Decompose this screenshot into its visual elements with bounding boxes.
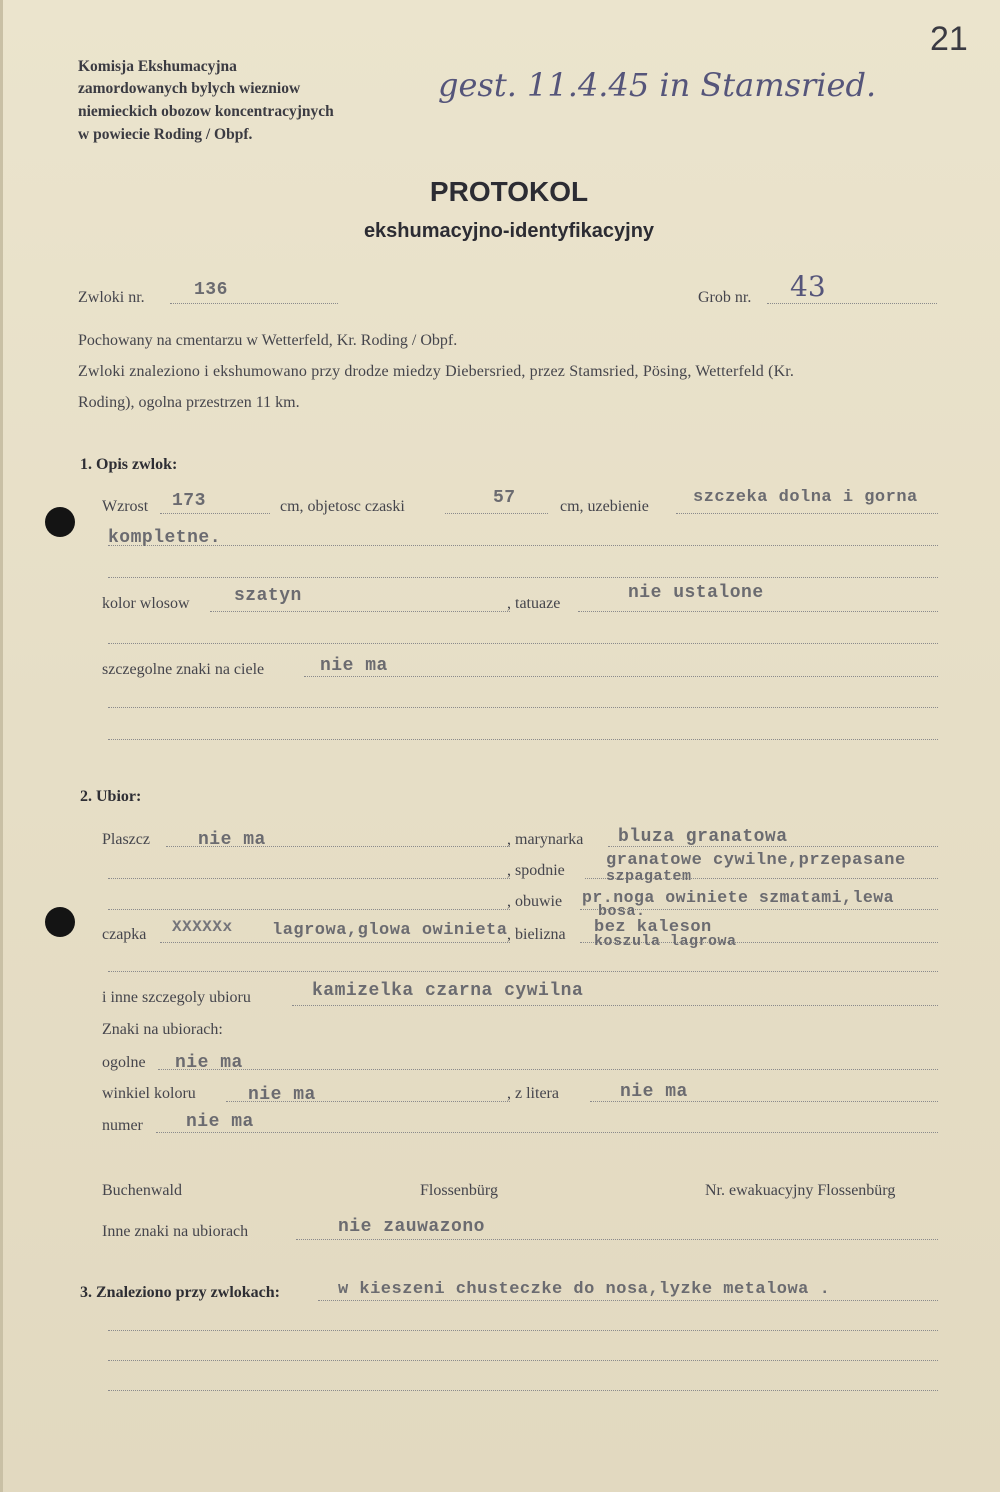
numer-value: nie ma <box>186 1112 254 1132</box>
ogolne-label: ogolne <box>102 1054 146 1071</box>
document-title: PROTOKOL <box>429 176 589 207</box>
czapka-value: lagrowa,glowa owinieta <box>272 921 508 940</box>
tatuaze-label: , tatuaze <box>507 595 561 612</box>
obuwie-value: pr.noga owiniete szmatami,lewa <box>582 888 895 907</box>
punch-hole-bottom <box>45 907 75 937</box>
intro-line-1: Pochowany na cmentarzu w Wetterfeld, Kr. Roding / Obpf. <box>78 332 458 349</box>
winkiel-value: nie ma <box>248 1085 316 1105</box>
uzebienie-label: cm, uzebienie <box>560 498 649 515</box>
section3-blank-line-2 <box>108 1360 938 1361</box>
wlosy-value: szatyn <box>234 586 302 606</box>
wlosy-dotline <box>210 611 510 612</box>
grob-label: Grob nr. <box>698 289 752 306</box>
commission-line-1: Komisja Ekshumacyjna <box>78 58 237 75</box>
marynarka-label: , marynarka <box>507 831 584 848</box>
commission-line-2: zamordowanych bylych wiezniow <box>78 80 301 97</box>
winkiel-label: winkiel koloru <box>102 1085 196 1102</box>
buchenwald-label: Buchenwald <box>102 1182 182 1199</box>
section3-heading: 3. Znaleziono przy zwlokach: <box>80 1284 280 1301</box>
spodnie-continued: szpagatem <box>606 868 692 885</box>
spodnie-value: granatowe cywilne,przepasane <box>606 851 906 870</box>
section3-blank-line-1 <box>108 1330 938 1331</box>
bielizna-continued: koszula lagrowa <box>594 933 737 950</box>
wlosy-label: kolor wlosow <box>102 595 190 612</box>
punch-hole-top <box>45 507 75 537</box>
ogolne-dotline <box>158 1069 938 1070</box>
obuwie-left-dotline <box>108 909 510 910</box>
numer-label: numer <box>102 1117 143 1134</box>
section1-blank-line-1 <box>108 577 938 578</box>
flossenburg-label: Flossenbürg <box>420 1182 498 1199</box>
section2-heading: 2. Ubior: <box>80 788 142 805</box>
znaki-ubior-heading: Znaki na ubiorach: <box>102 1021 223 1038</box>
marynarka-value: bluza granatowa <box>618 827 788 847</box>
commission-line-3: niemieckich obozow koncentracyjnych <box>78 103 334 120</box>
znaki-label: szczegolne znaki na ciele <box>102 661 265 678</box>
wzrost-value: 173 <box>172 491 206 511</box>
uzebienie-dotline-2 <box>108 545 938 546</box>
intro-line-2: Zwloki znaleziono i ekshumowano przy drodze miedzy Diebersried, przez Stamsried, Pösing, Wetterfeld (Kr. <box>78 363 795 380</box>
spodnie-left-dotline <box>108 878 510 879</box>
wzrost-label: Wzrost <box>102 498 149 515</box>
znaki-dotline <box>304 676 938 677</box>
uzebienie-continued: kompletne. <box>108 528 222 548</box>
inne-szczegoly-label: i inne szczegoly ubioru <box>102 989 251 1006</box>
czapka-label: czapka <box>102 926 147 943</box>
zwloki-dotline <box>170 303 338 304</box>
uzebienie-dotline <box>676 513 938 514</box>
section1-blank-line-4 <box>108 739 938 740</box>
inne-szczegoly-dotline <box>292 1005 938 1006</box>
czapka-dotline <box>160 942 510 943</box>
inne-znaki-label: Inne znaki na ubiorach <box>102 1223 249 1240</box>
tatuaze-dotline <box>578 611 938 612</box>
section3-value: w kieszeni chusteczke do nosa,lyzke metalowa . <box>338 1280 831 1299</box>
bielizna-label: , bielizna <box>507 926 566 943</box>
ogolne-value: nie ma <box>175 1053 243 1073</box>
obuwie-label: , obuwie <box>507 893 563 910</box>
czaszka-value: 57 <box>493 488 516 508</box>
section1-heading: 1. Opis zwlok: <box>80 456 178 473</box>
czapka-struck-text: XXXXXx <box>172 918 233 936</box>
znaki-value: nie ma <box>320 656 388 676</box>
zwloki-label: Zwloki nr. <box>78 289 145 306</box>
inne-szczegoly-value: kamizelka czarna cywilna <box>312 981 584 1001</box>
spodnie-label: , spodnie <box>507 862 565 879</box>
grob-dotline <box>767 303 937 304</box>
numer-dotline <box>156 1132 938 1133</box>
section3-dotline <box>318 1300 938 1301</box>
handwritten-note: gest. 11.4.45 in Stamsried. <box>438 66 877 104</box>
section2-blank-line <box>108 971 938 972</box>
section1-blank-line-2 <box>108 643 938 644</box>
plaszcz-value: nie ma <box>198 830 266 850</box>
czaszka-label: cm, objetosc czaski <box>280 498 405 515</box>
litera-value: nie ma <box>620 1082 688 1102</box>
grob-value: 43 <box>790 270 826 303</box>
czaszka-dotline <box>445 513 548 514</box>
section1-blank-line-3 <box>108 707 938 708</box>
ewakuacyjny-label: Nr. ewakuacyjny Flossenbürg <box>705 1182 896 1199</box>
zwloki-value: 136 <box>194 280 228 300</box>
wzrost-dotline <box>160 513 270 514</box>
inne-znaki-dotline <box>296 1239 938 1240</box>
litera-label: , z litera <box>507 1085 559 1102</box>
obuwie-continued: bosa. <box>598 903 646 920</box>
tatuaze-value: nie ustalone <box>628 583 764 603</box>
uzebienie-value: szczeka dolna i gorna <box>693 488 918 507</box>
commission-line-4: w powiecie Roding / Obpf. <box>78 126 253 143</box>
bielizna-value: bez kaleson <box>594 918 712 937</box>
inne-znaki-value: nie zauwazono <box>338 1217 485 1237</box>
page-number: 21 <box>930 20 968 58</box>
intro-line-3: Roding), ogolna przestrzen 11 km. <box>78 394 300 411</box>
plaszcz-label: Plaszcz <box>102 831 150 848</box>
section3-blank-line-3 <box>108 1390 938 1391</box>
document-subtitle: ekshumacyjno-identyfikacyjny <box>363 220 655 242</box>
